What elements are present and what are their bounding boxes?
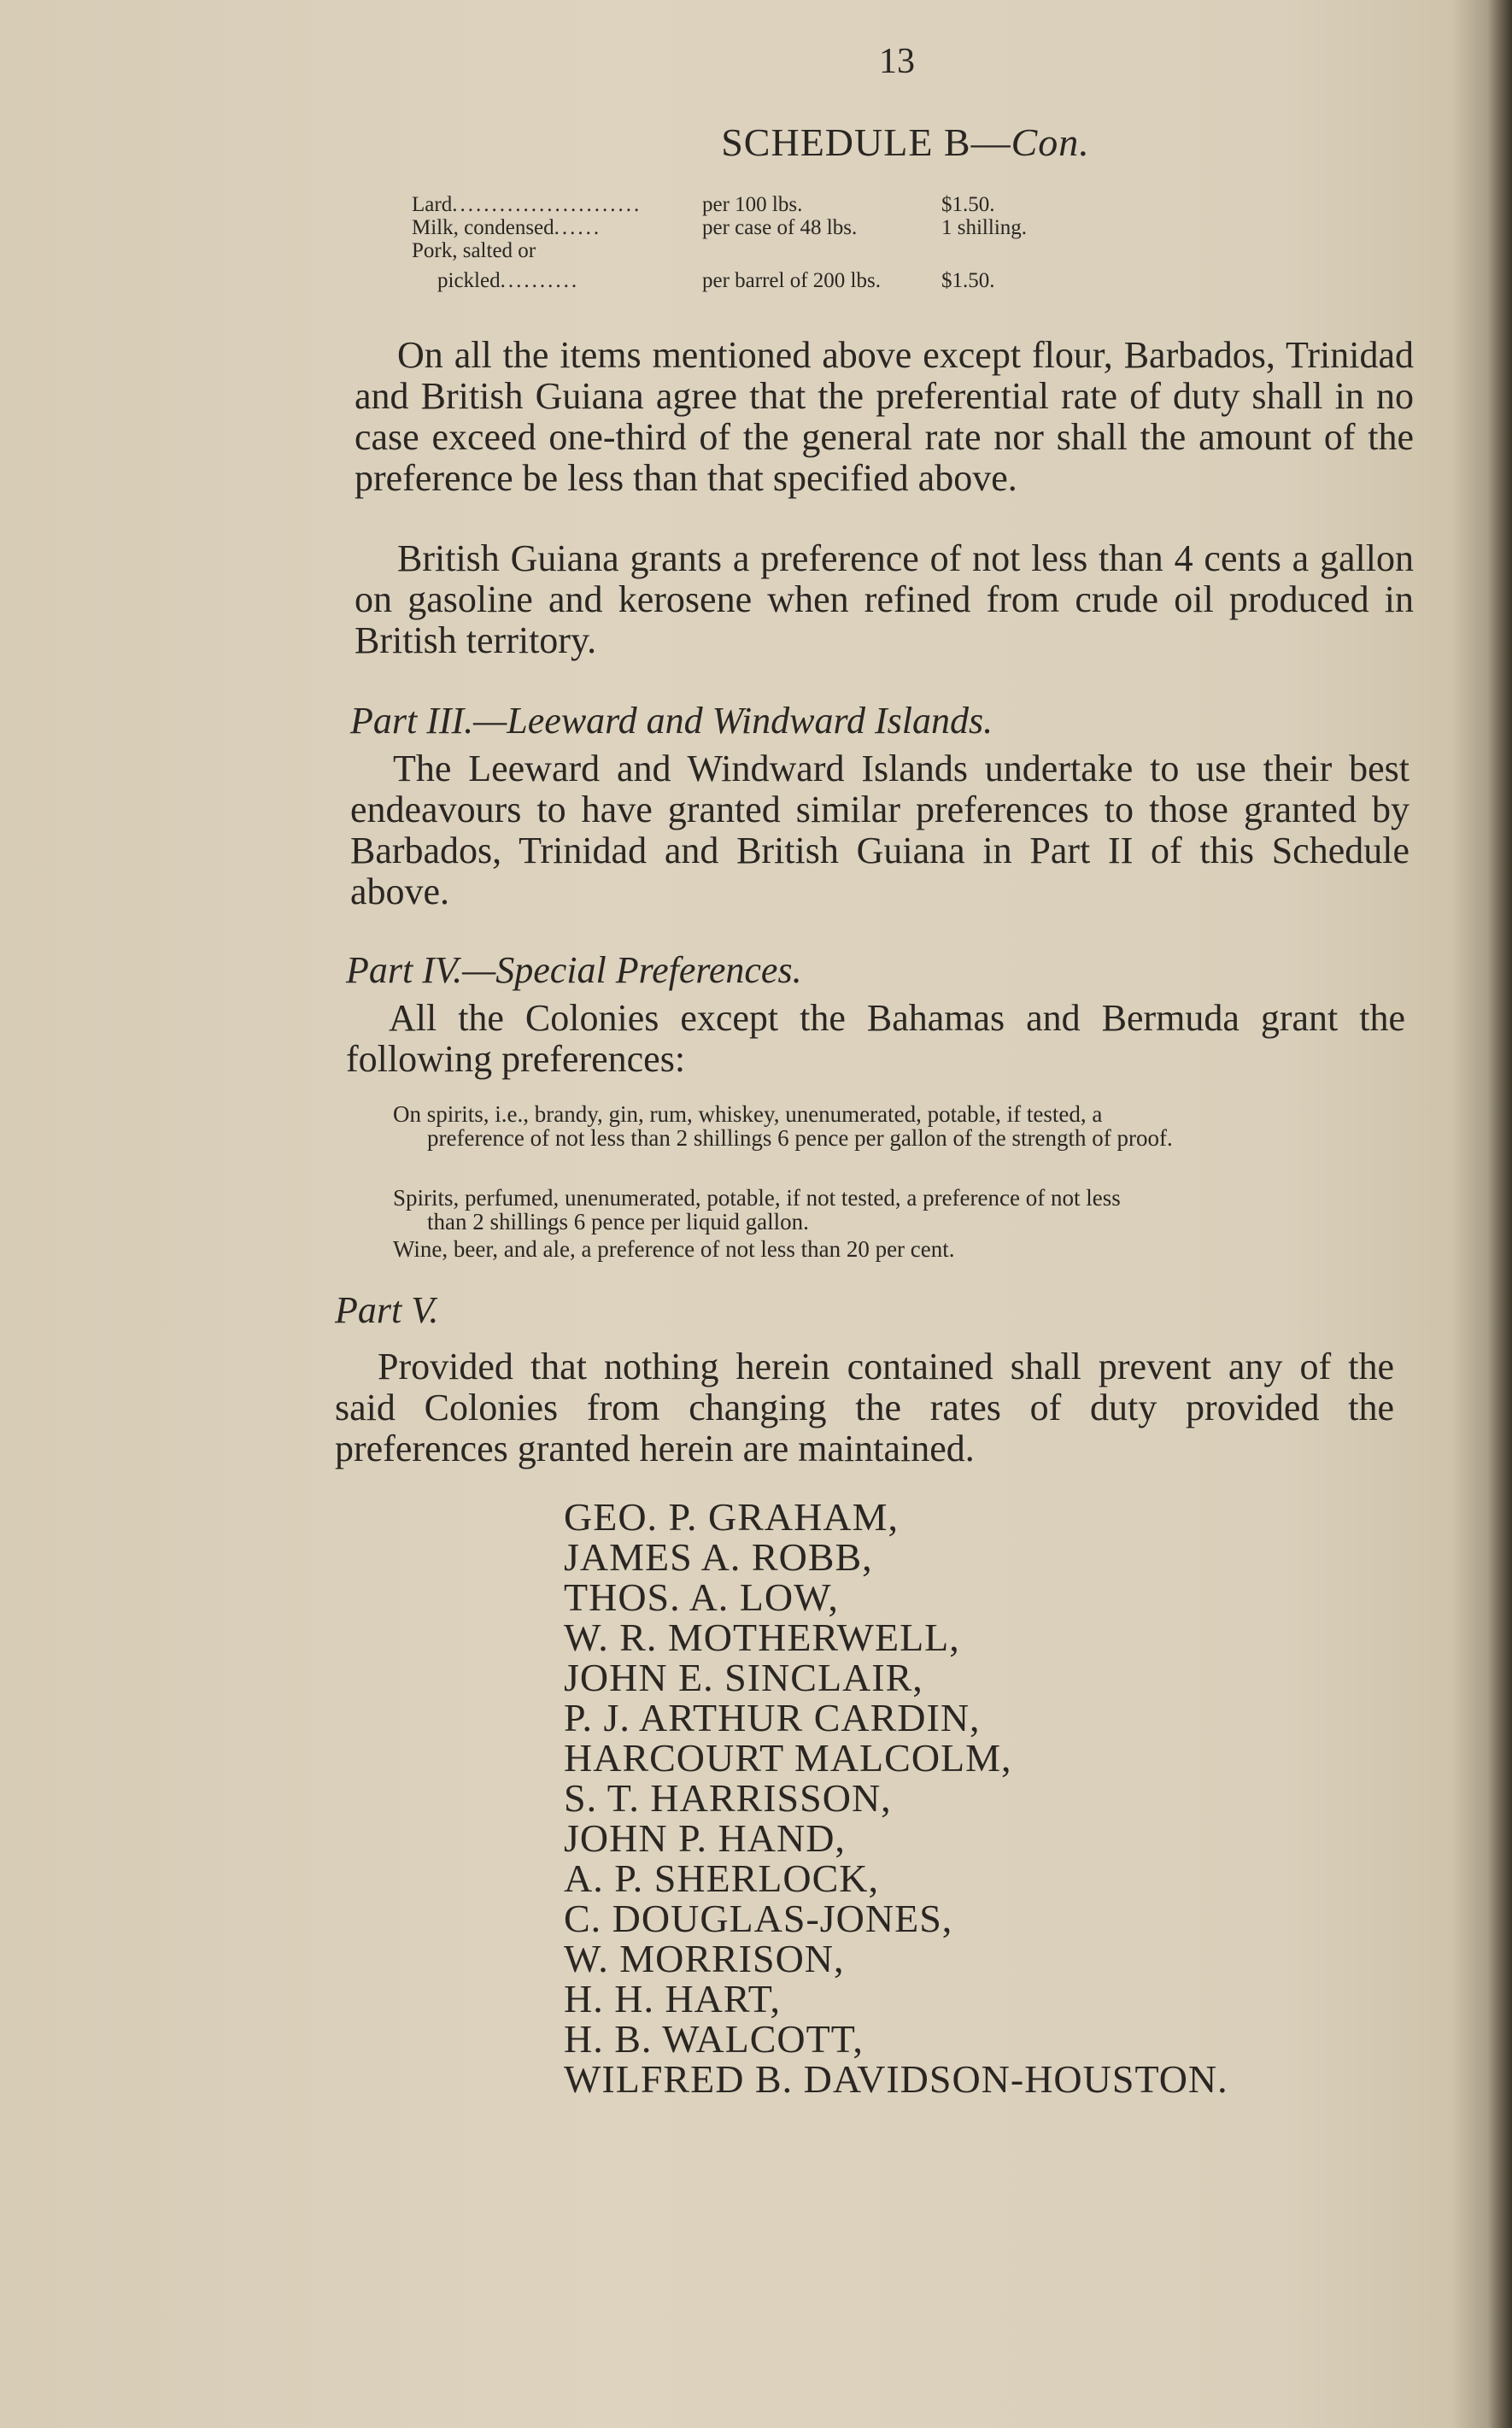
tariff-rate: $1.50. [941, 193, 995, 216]
tariff-quantity: per barrel of 200 lbs. [702, 269, 881, 292]
paragraph-colonies-preferences: All the Colonies except the Bahamas and Bermuda grant the following preferences: [346, 997, 1405, 1080]
tariff-quantity: per 100 lbs. [702, 193, 803, 216]
schedule-title [666, 120, 1145, 165]
tariff-row [412, 269, 1078, 292]
paragraph-preferential-rate: On all the items mentioned above except flour, Barbados, Trinidad and British Guiana agree that the preferential rate of duty shall in no case exceed one-third of the general rate nor shall the amount of the preference be less than that specified above. [355, 334, 1414, 499]
signatory-name: JAMES A. ROBB, [564, 1535, 873, 1579]
special-preference-perfumed-spirits [393, 1186, 1401, 1234]
tariff-list [412, 193, 1078, 292]
tariff-rate: $1.50. [941, 269, 995, 292]
schedule-title-continued: Con. [1011, 120, 1090, 164]
perfumed-spirits-line: Spirits, perfumed, unenumerated, potable, if not tested, a preference of not less [393, 1185, 1121, 1211]
paragraph-leeward-windward: The Leeward and Windward Islands undertake to use their best endeavours to have granted similar preferences to those granted by Barbados, Trinidad and British Guiana in Part II of this Schedule above. [350, 748, 1409, 912]
tariff-item-name: Pork, salted or [412, 239, 536, 262]
spirits-line-continued: preference of not less than 2 shillings 6 pence per gallon of the strength of proof. [427, 1125, 1173, 1151]
part-v-heading: Part V. [335, 1289, 439, 1331]
tariff-leader-dots: .......... [500, 269, 580, 292]
part-iv-heading: Part IV.—Special Preferences. [346, 949, 802, 991]
signatory-name: JOHN E. SINCLAIR, [564, 1656, 923, 1699]
signatory-name: W. MORRISON, [564, 1937, 845, 1980]
signatory-name: H. H. HART, [564, 1977, 781, 2020]
signatory-name: JOHN P. HAND, [564, 1816, 846, 1860]
special-preference-wine: Wine, beer, and ale, a preference of not less than 20 per cent. [393, 1236, 955, 1262]
signatory-name: S. T. HARRISSON, [564, 1776, 892, 1820]
page-number: 13 [879, 42, 915, 81]
part-iii-heading: Part III.—Leeward and Windward Islands. [350, 700, 993, 742]
tariff-rate: 1 shilling. [941, 216, 1028, 239]
perfumed-spirits-line-continued: than 2 shillings 6 pence per liquid gallon. [427, 1209, 809, 1235]
signatory-name: W. R. MOTHERWELL, [564, 1616, 960, 1659]
paragraph-british-guiana: British Guiana grants a preference of not less than 4 cents a gallon on gasoline and kerosene when refined from crude oil produced in British territory. [355, 537, 1414, 661]
signatory-name: C. DOUGLAS-JONES, [564, 1897, 953, 1940]
signatory-name: A. P. SHERLOCK, [564, 1856, 880, 1900]
tariff-item [412, 269, 702, 292]
signatory-name: HARCOURT MALCOLM, [564, 1736, 1012, 1780]
tariff-item [412, 193, 702, 216]
signatory-name: WILFRED B. DAVIDSON-HOUSTON. [564, 2057, 1228, 2101]
signatory-list [564, 1497, 1418, 2099]
tariff-row [412, 239, 1078, 262]
tariff-quantity: per case of 48 lbs. [702, 216, 858, 239]
tariff-leader-dots: ........................ [452, 193, 642, 216]
tariff-item-name: Milk, condensed [412, 216, 554, 239]
signatory-name: THOS. A. LOW, [564, 1575, 839, 1619]
tariff-row [412, 193, 1078, 216]
paragraph-provided: Provided that nothing herein contained shall prevent any of the said Colonies from changing the rates of duty provided the preferences granted herein are maintained. [335, 1346, 1394, 1469]
tariff-item [412, 239, 702, 262]
spirits-line: On spirits, i.e., brandy, gin, rum, whiskey, unenumerated, potable, if tested, a [393, 1101, 1103, 1127]
tariff-item-name: Lard [412, 193, 453, 216]
special-preference-spirits [393, 1102, 1401, 1150]
schedule-title-main: SCHEDULE B— [721, 120, 1011, 164]
tariff-item [412, 216, 702, 239]
signatory-name: H. B. WALCOTT, [564, 2017, 864, 2061]
signatory-name: GEO. P. GRAHAM, [564, 1495, 899, 1539]
tariff-item-name: pickled [437, 269, 501, 292]
signatory-name: P. J. ARTHUR CARDIN, [564, 1696, 981, 1739]
tariff-row [412, 216, 1078, 239]
tariff-leader-dots: ...... [554, 216, 602, 239]
